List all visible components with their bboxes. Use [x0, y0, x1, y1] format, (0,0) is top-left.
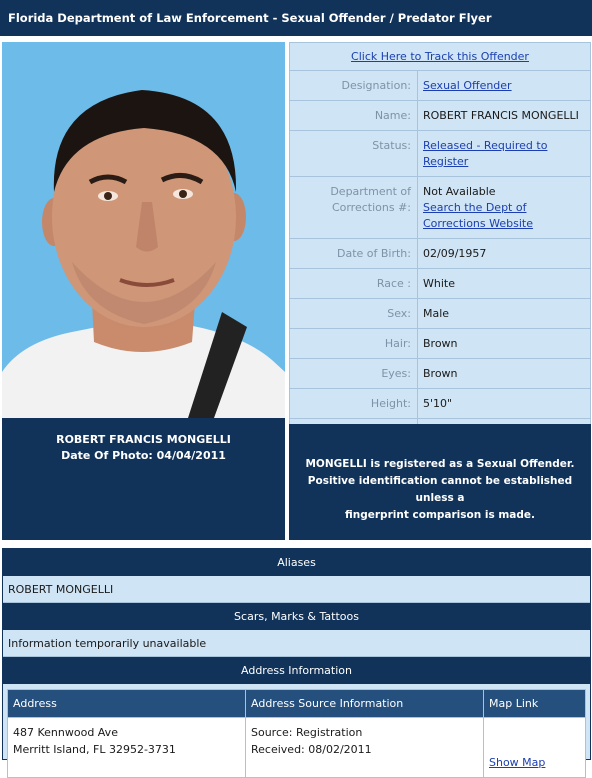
address-table-header-row — [8, 690, 586, 718]
page-title: Florida Department of Law Enforcement - Sexual Offender / Predator Flyer — [0, 0, 592, 36]
photo-caption — [2, 418, 285, 540]
corrections-row — [290, 177, 590, 239]
designation-link[interactable]: Sexual Offender — [423, 79, 512, 92]
height-label: Height: — [290, 389, 418, 418]
name-row — [290, 101, 590, 131]
address-table — [7, 689, 586, 778]
eyes-row — [290, 359, 590, 389]
source-value: Registration — [296, 726, 363, 739]
race-row — [290, 269, 590, 299]
map-cell — [484, 718, 586, 778]
status-label: Status: — [290, 131, 418, 176]
source-label: Source: — [251, 726, 293, 739]
sex-row — [290, 299, 590, 329]
status-row — [290, 131, 590, 177]
map-column-header: Map Link — [484, 690, 586, 718]
address-table-wrap — [3, 684, 590, 778]
corrections-label: Department of Corrections #: — [290, 177, 418, 238]
photo-name-caption: ROBERT FRANCIS MONGELLI — [56, 433, 231, 446]
hair-label: Hair: — [290, 329, 418, 358]
address-table-row — [8, 718, 586, 778]
name-value: ROBERT FRANCIS MONGELLI — [423, 109, 579, 122]
offender-photo — [2, 42, 285, 418]
show-map-link[interactable]: Show Map — [489, 756, 546, 769]
status-link[interactable]: Released - Required to Register — [423, 139, 548, 168]
address-info-header: Address Information — [3, 657, 590, 684]
address-street: 487 Kennwood Ave — [13, 726, 118, 739]
name-label: Name: — [290, 101, 418, 130]
offender-photo-illustration — [2, 42, 285, 418]
dob-row — [290, 239, 590, 269]
received-label: Received: — [251, 743, 305, 756]
address-column-header: Address — [8, 690, 246, 718]
notice-line-3: fingerprint comparison is made. — [344, 509, 536, 521]
eyes-value: Brown — [423, 367, 458, 380]
photo-date-caption: Date Of Photo: 04/04/2011 — [61, 449, 226, 462]
race-value: White — [423, 277, 455, 290]
track-offender-link[interactable]: Click Here to Track this Offender — [351, 50, 529, 63]
scars-header: Scars, Marks & Tattoos — [3, 603, 590, 630]
track-offender-row — [290, 43, 590, 71]
hair-row — [290, 329, 590, 359]
aliases-header: Aliases — [3, 549, 590, 576]
scars-value: Information temporarily unavailable — [3, 630, 590, 657]
source-cell — [246, 718, 484, 778]
details-section — [2, 548, 591, 769]
address-city: Merritt Island, FL 32952-3731 — [13, 743, 176, 756]
aliases-value: ROBERT MONGELLI — [3, 576, 590, 603]
hair-value: Brown — [423, 337, 458, 350]
height-row — [290, 389, 590, 419]
race-label: Race : — [290, 269, 418, 298]
designation-label: Designation: — [290, 71, 418, 100]
offender-info-table — [289, 42, 591, 449]
identification-notice — [289, 424, 591, 540]
source-column-header: Address Source Information — [246, 690, 484, 718]
notice-line-2: Positive identification cannot be established unless a — [307, 475, 573, 504]
designation-row — [290, 71, 590, 101]
address-cell — [8, 718, 246, 778]
height-value: 5'10" — [423, 397, 453, 410]
received-value: 08/02/2011 — [308, 743, 372, 756]
sex-label: Sex: — [290, 299, 418, 328]
dob-value: 02/09/1957 — [423, 247, 487, 260]
corrections-value: Not Available — [423, 185, 496, 198]
dob-label: Date of Birth: — [290, 239, 418, 268]
sex-value: Male — [423, 307, 450, 320]
corrections-search-link[interactable]: Search the Dept of Corrections Website — [423, 201, 533, 230]
eyes-label: Eyes: — [290, 359, 418, 388]
notice-line-1: MONGELLI is registered as a Sexual Offender. — [305, 458, 575, 470]
